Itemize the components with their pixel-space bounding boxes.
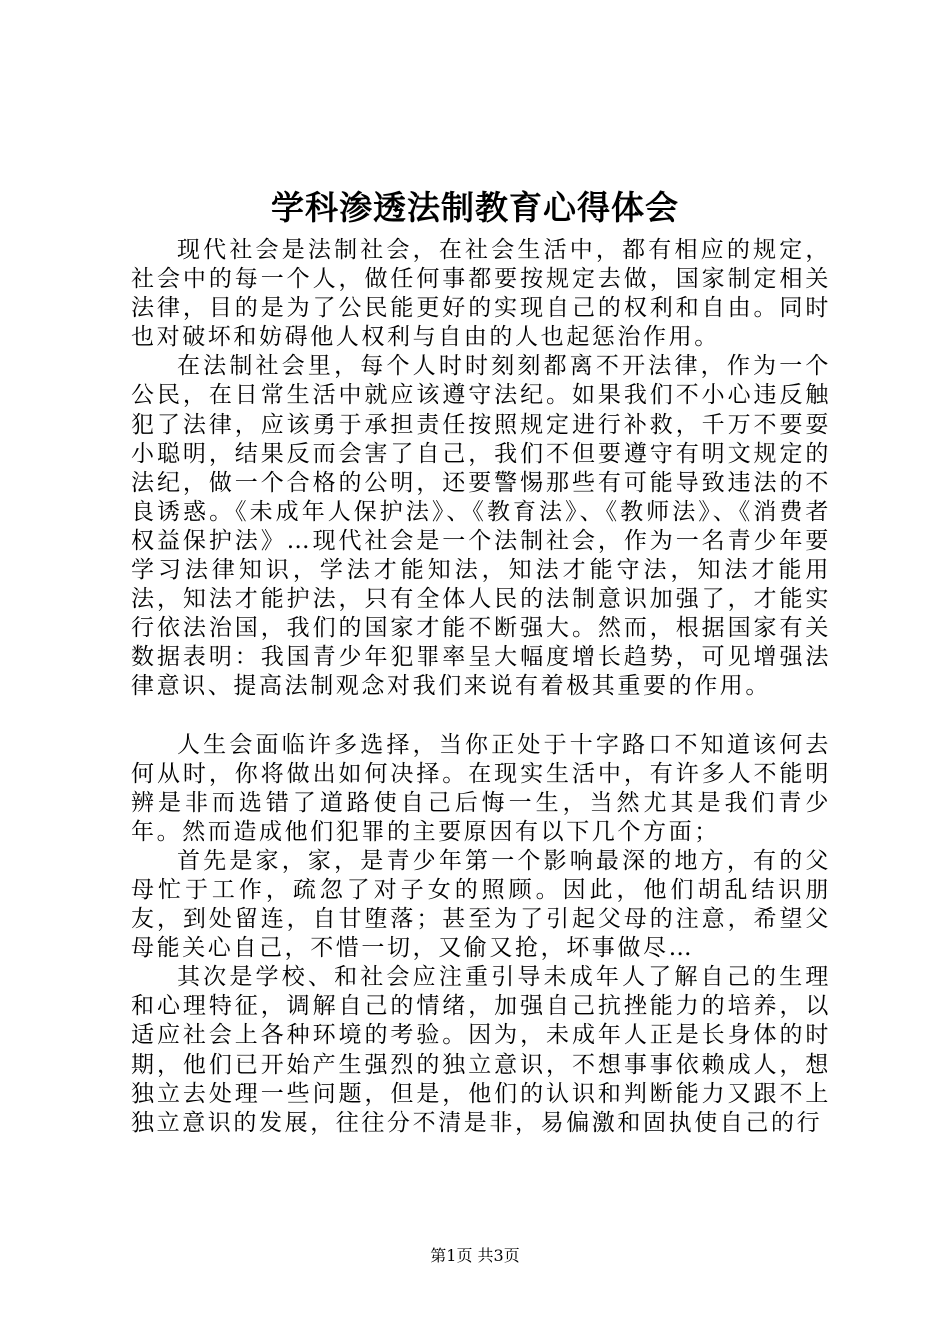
paragraph-2: 在法制社会里，每个人时时刻刻都离不开法律，作为一个公民，在日常生活中就应该遵守法纪。如果我们不小心违反触犯了法律，应该勇于承担责任按照规定进行补救，千万不要耍小聪明，结果反而会害了自己，我们不但要遵守有明文规定的法纪，做一个合格的公明，还要警惕那些有可能导致违法的不良诱惑。《未成年人保护法》、《教育法》、《教师法》、《消费者权益保护法》…现代社会是一个法制社会，作为一名青少年要学习法律知识，学法才能知法，知法才能守法，知法才能用法，知法才能护法，只有全体人民的法制意识加强了，才能实行依法治国，我们的国家才能不断强大。然而，根据国家有关数据表明：我国青少年犯罪率呈大幅度增长趋势，可见增强法律意识、提高法制观念对我们来说有着极其重要的作用。 xyxy=(131,353,831,700)
paragraph-4: 首先是家，家，是青少年第一个影响最深的地方，有的父母忙于工作，疏忽了对子女的照顾。因此，他们胡乱结识朋友，到处留连，自甘堕落；甚至为了引起父母的注意，希望父母能关心自己，不惜一切，又偷又抢，坏事做尽… xyxy=(131,847,831,962)
document-title: 学科渗透法制教育心得体会 xyxy=(271,188,679,227)
document-body xyxy=(131,236,831,1138)
paragraph-3: 人生会面临许多选择，当你正处于十字路口不知道该何去何从时，你将做出如何决择。在现实生活中，有许多人不能明辨是非而选错了道路使自己后悔一生，当然尤其是我们青少年。然而造成他们犯罪的主要原因有以下几个方面； xyxy=(131,731,831,845)
paragraph-1: 现代社会是法制社会，在社会生活中，都有相应的规定，社会中的每一个人，做任何事都要按规定去做，国家制定相关法律，目的是为了公民能更好的实现自己的权利和自由。同时也对破坏和妨碍他人权利与自由的人也起惩治作用。 xyxy=(131,237,831,351)
paragraph-5: 其次是学校、和社会应注重引导未成年人了解自己的生理和心理特征，调解自己的情绪，加强自己抗挫能力的培养，以适应社会上各种环境的考验。因为，未成年人正是长身体的时期，他们已开始产生强烈的独立意识，不想事事依赖成人，想独立去处理一些问题，但是，他们的认识和判断能力又跟不上独立意识的发展，往往分不清是非，易偏激和固执使自己的行 xyxy=(131,964,831,1136)
page-number-footer: 第1页 共3页 xyxy=(430,1246,520,1265)
